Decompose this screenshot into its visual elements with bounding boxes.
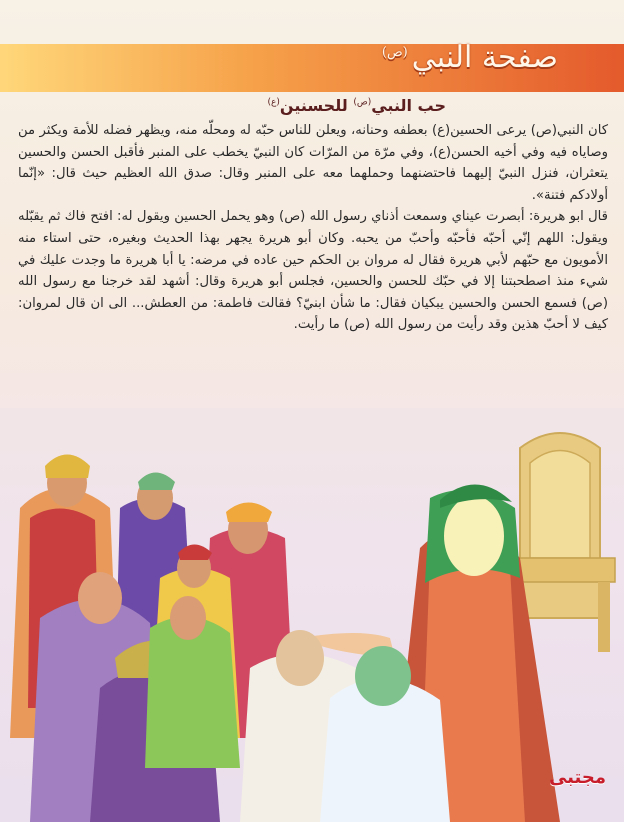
subtitle-part2: للحسنين	[279, 96, 348, 115]
subtitle-honorific2: (ع)	[267, 97, 280, 108]
article-paragraph-2: قال ابو هريرة: أبصرت عيناي وسمعت أذناي رسول الله (ص) وهو يحمل الحسين ويقول له: افتح فاك ثم يقبّله ويقول: اللهم إنّي أحبّه فأحبّه وأحبّ من يحبه. وكان أبو هريرة يجهر بهذا الحديث وبغيره، حتى استاء منه الأمويون مع حبّهم لأبي هريرة فقال له مروان بن الحكم حين عاده في مرضه: يا أبا هريرة ما وجدت عليك في شيء منذ اصطحبتنا إلا في حبّك للحسن والحسين، فجلس أبو هريرة وقال: أشهد لقد خرجنا مع رسول الله (ص) فسمع الحسن والحسين يبكيان فقال: ما شأن ابنيّ؟ فقالت فاطمة: من العطش... الى ان قال لمروان: كيف لا أحبّ هذين وقد رأيت من رسول الله (ص) ما رأيت.	[18, 209, 608, 333]
page-title-honorific: (ص)	[381, 45, 408, 60]
page-title-text: صفحة النبي	[411, 40, 558, 75]
subtitle-part1: حب النبي	[371, 96, 446, 115]
page-title	[382, 40, 558, 75]
subtitle-honorific1: (ص)	[353, 97, 372, 108]
article-paragraph-1: كان النبي(ص) يرعى الحسين(ع) بعطفه وحنانه، ويعلن للناس حبّه له ومحلّه منه، ويظهر فضله للأمة ويكثر من وصاياه فيه وفي أخيه الحسن(ع)، وفي مرّة من المرّات كان النبيّ يخطب على المنبر فأقبل الحسن والحسين يتعثران، فنزل النبيّ إليهما فاحتضنهما وحملهما معه على المنبر وقال: صدق الله العظيم حيث قال: «إنّما أولادكم فتنة».	[18, 123, 608, 203]
magazine-logo: مجتبى	[548, 767, 606, 788]
article-body	[18, 120, 608, 336]
article-subtitle	[268, 96, 446, 115]
prophet-with-companions-illustration	[0, 408, 624, 822]
